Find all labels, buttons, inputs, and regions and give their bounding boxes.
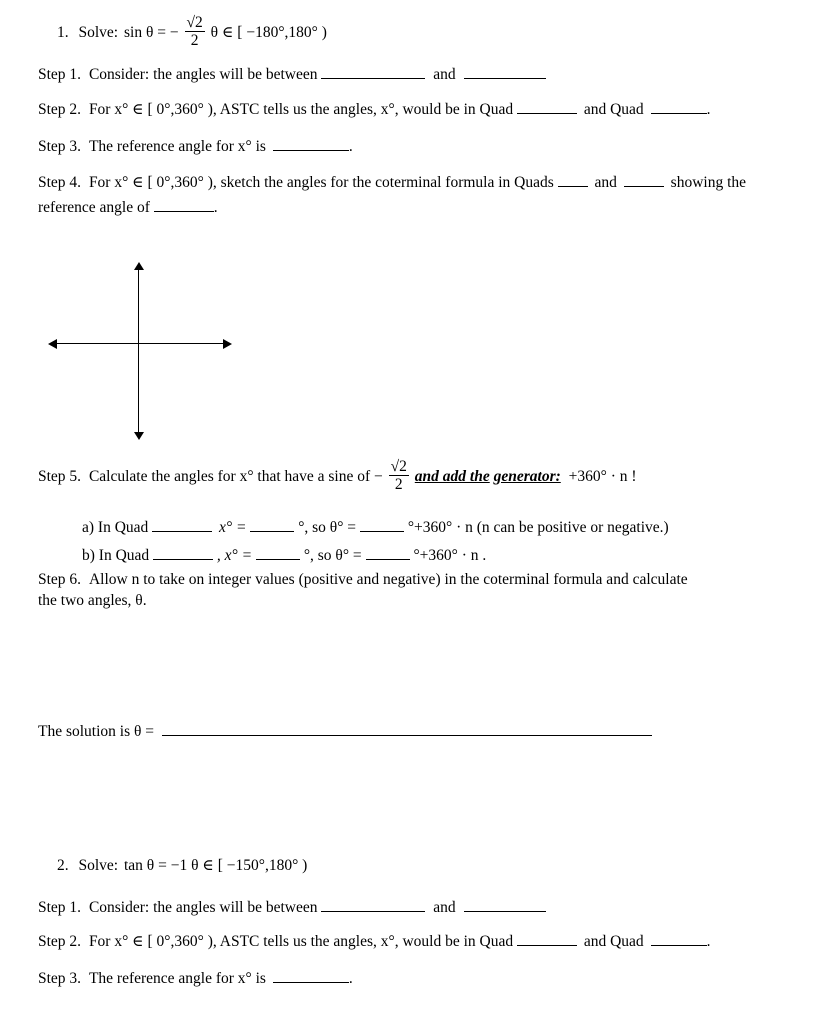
and-text: and	[594, 174, 617, 191]
and-quad-text: and Quad	[583, 101, 644, 118]
answer-blank[interactable]	[152, 530, 212, 532]
answer-blank[interactable]	[517, 112, 577, 114]
step-label: Step 6.	[38, 571, 82, 588]
answer-blank[interactable]	[321, 910, 425, 912]
y-axis-up-arrow	[134, 262, 144, 270]
p1-step-5	[38, 460, 637, 495]
step-label: Step 2.	[38, 101, 82, 118]
part-b-so-theta: °, so θ° =	[303, 547, 362, 564]
p1-step-2: Step 2. For x° ∈ [ 0°,360° ), ASTC tells us the angles, x°, would be in Quad and Quad .	[38, 101, 711, 118]
answer-blank[interactable]	[256, 558, 300, 560]
coordinate-axes[interactable]	[48, 262, 232, 440]
answer-blank[interactable]	[273, 981, 349, 983]
fraction-numerator: √2	[186, 14, 203, 31]
answer-blank[interactable]	[517, 944, 577, 946]
step-label: Step 1.	[38, 66, 82, 83]
step-label: Step 2.	[38, 933, 82, 950]
step-label: Step 3.	[38, 970, 82, 987]
problem-2-header	[57, 856, 307, 875]
p1-step-6-line-2	[38, 592, 147, 610]
step-5-fraction	[389, 458, 409, 493]
generator-text: generator:	[493, 468, 561, 486]
problem-1-header	[57, 16, 327, 51]
and-quad-text: and Quad	[583, 933, 644, 950]
and-text: and	[433, 66, 456, 83]
p1-step-3: Step 3. The reference angle for x° is .	[38, 138, 353, 155]
generator-formula: +360° · n !	[568, 468, 637, 486]
problem-2-solve-label: Solve:	[78, 857, 119, 874]
part-a-x-equals: x° =	[219, 519, 247, 536]
problem-1-number: 1.	[57, 24, 69, 42]
solution-label: The solution is θ =	[38, 723, 155, 740]
answer-blank[interactable]	[464, 77, 546, 79]
fraction-denominator: 2	[190, 32, 199, 49]
p1-step-6	[38, 571, 688, 589]
p2-step-1	[38, 899, 546, 917]
problem-2-equation: tan θ = −1 θ ∈ [ −150°,180° )	[124, 857, 308, 874]
answer-blank[interactable]	[464, 910, 546, 912]
answer-blank[interactable]	[558, 185, 588, 187]
p1-part-a	[82, 519, 669, 537]
step-text: Allow n to take on integer values (positive and negative) in the coterminal formula and calculate	[88, 571, 688, 588]
part-b-tail: °+360° · n .	[413, 547, 487, 564]
problem-2-number: 2.	[57, 857, 69, 874]
p2-step-3: Step 3. The reference angle for x° is .	[38, 970, 353, 987]
and-add-the-text: and add the	[414, 468, 490, 486]
step-text: For x° ∈ [ 0°,360° ), ASTC tells us the angles, x°, would be in Quad	[88, 101, 514, 118]
and-text: and	[433, 899, 456, 916]
step-label: Step 5.	[38, 468, 82, 486]
solution-blank[interactable]	[162, 734, 652, 736]
part-a-so-theta: °, so θ° =	[298, 519, 357, 536]
p1-step-4	[38, 173, 746, 192]
answer-blank[interactable]	[321, 77, 425, 79]
y-axis	[138, 268, 139, 432]
step-text: Consider: the angles will be between	[88, 899, 318, 916]
answer-blank[interactable]	[651, 112, 707, 114]
x-axis	[54, 343, 226, 344]
answer-blank[interactable]	[366, 558, 410, 560]
answer-blank[interactable]	[153, 558, 213, 560]
answer-blank[interactable]	[250, 530, 294, 532]
fraction-denominator: 2	[394, 476, 403, 493]
step-text: Calculate the angles for x° that have a sine of −	[88, 468, 383, 486]
showing-text: showing the	[670, 174, 746, 191]
part-b-x-equals: , x° =	[216, 547, 253, 564]
step-label: Step 4.	[38, 174, 82, 191]
part-b-label: b) In Quad	[82, 547, 150, 564]
p2-step-2: Step 2. For x° ∈ [ 0°,360° ), ASTC tells us the angles, x°, would be in Quad and Quad .	[38, 933, 711, 950]
step-label: Step 1.	[38, 899, 82, 916]
problem-1-domain: θ ∈ [ −180°,180° )	[210, 24, 327, 42]
p1-part-b	[82, 547, 486, 565]
step-text: For x° ∈ [ 0°,360° ), ASTC tells us the angles, x°, would be in Quad	[88, 933, 514, 950]
p1-step-1	[38, 66, 546, 84]
y-axis-down-arrow	[134, 432, 144, 440]
answer-blank[interactable]	[273, 149, 349, 151]
answer-blank[interactable]	[624, 185, 664, 187]
step-text: The reference angle for x° is	[88, 970, 266, 987]
problem-1-solve-label: Solve:	[78, 24, 119, 42]
answer-blank[interactable]	[360, 530, 404, 532]
x-axis-left-arrow	[48, 339, 57, 349]
x-axis-right-arrow	[223, 339, 232, 349]
step-text: The reference angle for x° is	[88, 138, 266, 155]
step-text: For x° ∈ [ 0°,360° ), sketch the angles for the coterminal formula in Quads	[88, 174, 554, 191]
answer-blank[interactable]	[651, 944, 707, 946]
fraction-numerator: √2	[390, 458, 407, 475]
problem-1-fraction	[185, 14, 205, 49]
problem-1-equation-lhs: sin θ = −	[124, 24, 179, 42]
p1-solution	[38, 723, 652, 741]
step-text: reference angle of	[38, 199, 150, 216]
step-text: the two angles, θ.	[38, 592, 147, 609]
answer-blank[interactable]	[154, 210, 214, 212]
part-a-tail: °+360° · n (n can be positive or negative.)	[407, 519, 669, 536]
part-a-label: a) In Quad	[82, 519, 149, 536]
p1-step-4-line-2: reference angle of .	[38, 199, 218, 216]
step-label: Step 3.	[38, 138, 82, 155]
step-text: Consider: the angles will be between	[88, 66, 318, 83]
